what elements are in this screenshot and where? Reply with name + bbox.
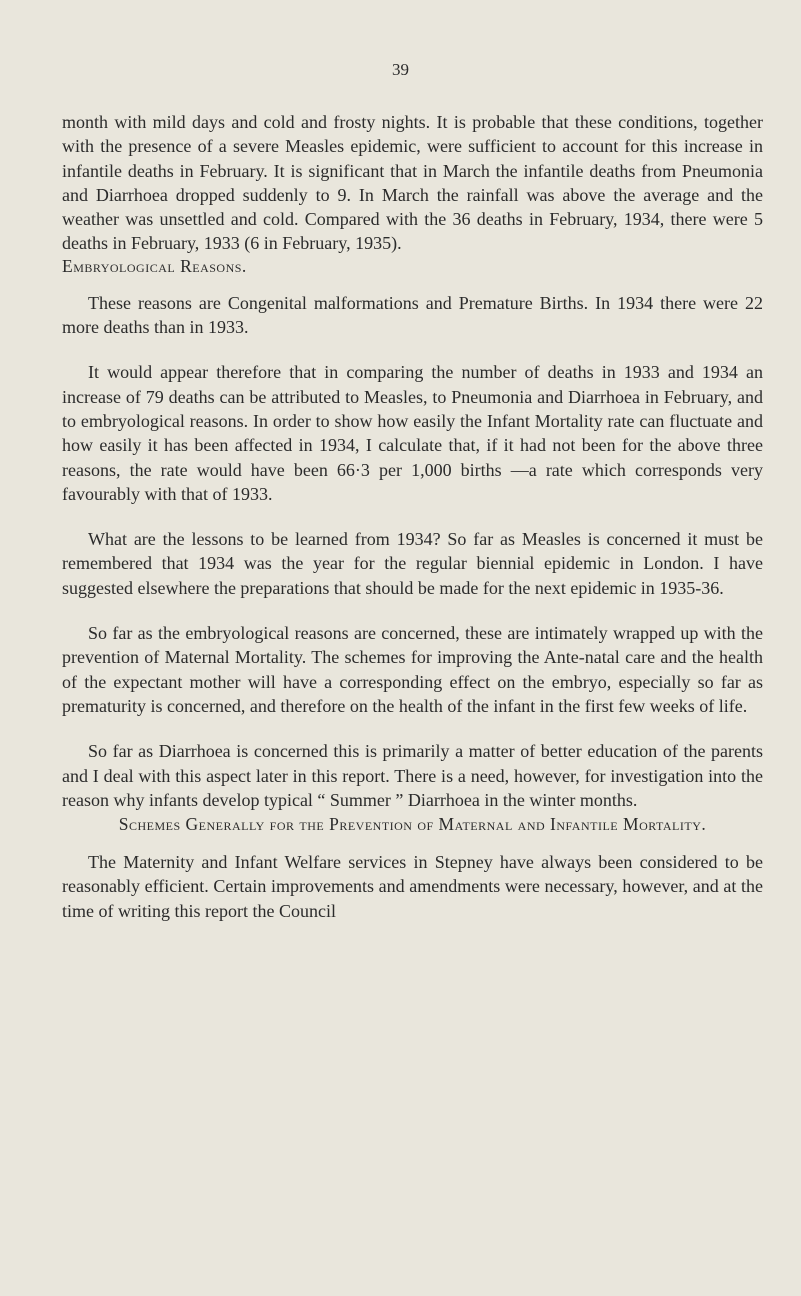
heading-schemes: Schemes Generally for the Prevention of Maternal and Infantile Mortality. <box>118 814 707 835</box>
paragraph-comparison: It would appear therefore that in comparing the number of deaths in 1933 and 1934 an increase of 79 deaths can be attributed to Measles, to Pneumonia and Diarrhoea in February, and to embryological reasons. In order to show how easily the Infant Mortality rate can fluctuate and how easily it has been affected in 1934, I calculate that, if it had not been for the above three reasons, the rate would have been 66·3 per 1,000 births —a rate which corresponds very favourably with that of 1933. <box>62 362 763 504</box>
paragraph-diarrhoea: So far as Diarrhoea is concerned this is primarily a matter of better education of the parents and I deal with this aspect later in this report. There is a need, however, for investigation into the reason why infants develop typical “ Summer ” Diarrhoea in the winter months. <box>62 741 763 810</box>
paragraph-lessons: What are the lessons to be learned from 1934? So far as Measles is concerned it must be remembered that 1934 was the year for the regular biennial epidemic in London. I have suggested elsewhere the preparations that should be made for the next epidemic in 1935-36. <box>62 529 763 598</box>
page-number: 39 <box>392 60 409 79</box>
heading-embryological-reasons: Embryological Reasons. <box>62 255 247 276</box>
paragraph-congenital: These reasons are Congenital malformations and Premature Births. In 1934 there were 22 more deaths than in 1933. <box>62 292 763 338</box>
paragraph-weather: month with mild days and cold and frosty nights. It is probable that these conditions, together with the presence of a severe Measles epidemic, were sufficient to account for this increase in infantile deaths in February. It is significant that in March the infantile deaths from Pneumonia and Diarrhoea dropped suddenly to 9. In March the rainfall was above the average and the weather was unsettled and cold. Compared with the 36 deaths in February, 1934, there were 5 deaths in February, 1933 (6 in February, 1935). <box>62 112 763 254</box>
paragraph-embryological: So far as the embryological reasons are concerned, these are intimately wrapped up with the prevention of Maternal Mortality. The schemes for improving the Ante-natal care and the health of the expectant mother will have a corresponding effect on the embryo, especially so far as prematurity is concerned, and therefore on the health of the infant in the first few weeks of life. <box>62 623 763 716</box>
page-content <box>62 110 763 923</box>
paragraph-maternity-services: The Maternity and Infant Welfare services in Stepney have always been considered to be reasonably efficient. Certain improvements and amendments were necessary, however, and at the time of writing this report the Council <box>62 852 763 921</box>
